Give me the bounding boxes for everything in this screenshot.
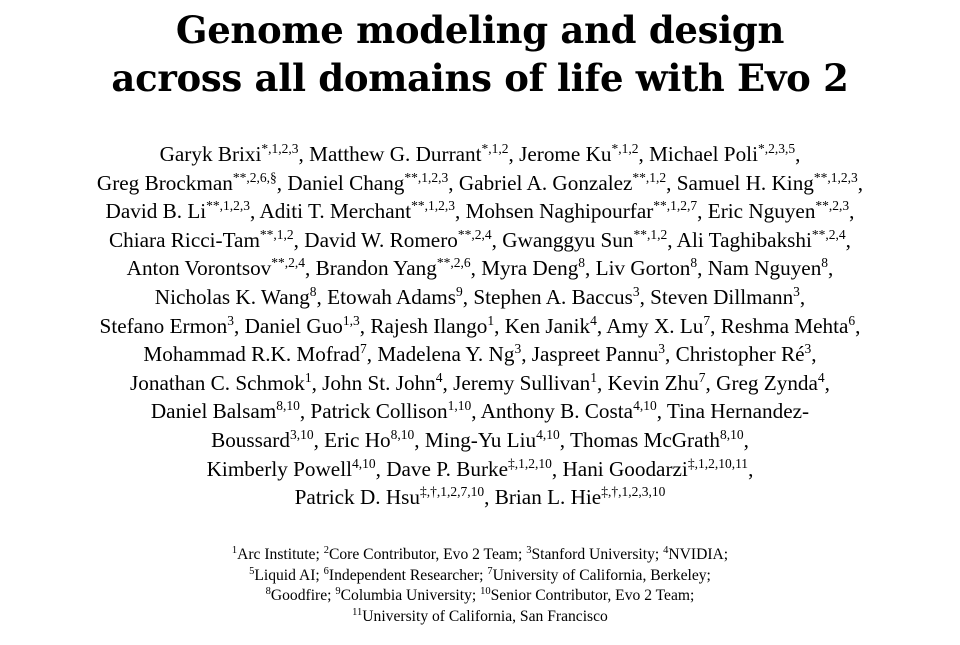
author-affiliation-marks: **,2,4 — [271, 255, 306, 271]
affiliation-entry — [249, 567, 324, 584]
author-entry — [473, 285, 650, 309]
author-line — [0, 312, 960, 341]
affiliation-entry — [526, 546, 663, 563]
author-line — [0, 226, 960, 255]
author-line — [0, 483, 960, 512]
author-separator: , — [484, 485, 495, 510]
author-name: Greg Brockman — [96, 170, 233, 195]
affiliation-entry — [663, 546, 728, 563]
author-entry — [106, 199, 260, 223]
author-name: Chiara Ricci-Tam — [109, 227, 260, 252]
author-entry — [370, 314, 504, 338]
author-affiliation-marks: 8,10 — [390, 426, 415, 442]
affiliation-list — [0, 545, 960, 627]
author-name: Reshma Mehta — [720, 313, 849, 338]
author-affiliation-marks: 8 — [821, 255, 829, 271]
author-name: Kevin Zhu — [607, 370, 699, 395]
author-name: Patrick D. Hsu — [294, 485, 420, 510]
affiliation-name: Independent Researcher; — [328, 566, 488, 584]
affiliation-entry — [266, 587, 336, 604]
author-entry — [677, 171, 863, 195]
author-entry — [676, 342, 817, 366]
affiliation-number: 1 — [231, 545, 238, 556]
author-line — [0, 283, 960, 312]
author-separator: , — [298, 142, 310, 166]
affiliation-name: Goodfire; — [270, 587, 336, 604]
author-affiliation-marks: **,2,6,§ — [232, 169, 277, 185]
author-entry — [322, 371, 453, 395]
author-entry — [532, 342, 676, 366]
affiliation-entry — [232, 546, 324, 563]
affiliation-number: 8 — [265, 586, 271, 597]
author-affiliation-marks: 3 — [514, 341, 522, 357]
author-name: Brandon Yang — [315, 256, 437, 281]
author-entry — [519, 142, 649, 166]
author-line — [0, 140, 960, 169]
author-entry — [466, 199, 708, 223]
paper-title-line: across all domains of life with Evo 2 — [111, 56, 849, 100]
affiliation-number: 3 — [526, 545, 532, 556]
author-entry — [207, 457, 387, 481]
author-entry — [721, 314, 861, 338]
author-affiliation-marks: 4,10 — [633, 398, 657, 414]
affiliation-number: 11 — [352, 606, 363, 618]
author-separator: , — [559, 427, 570, 452]
author-separator: , — [656, 399, 667, 424]
author-separator: , — [448, 170, 459, 195]
author-separator: , — [639, 284, 651, 309]
author-entry — [716, 371, 830, 395]
affiliation-name: Stanford University; — [531, 546, 664, 563]
author-name: Dave P. Burke — [386, 456, 509, 481]
author-entry — [155, 285, 327, 309]
author-separator: , — [293, 227, 305, 252]
author-affiliation-marks: **,1,2 — [633, 226, 668, 242]
author-separator: , — [359, 313, 371, 338]
author-name: Samuel H. King — [676, 170, 814, 195]
author-name: Gabriel A. Gonzalez — [458, 170, 633, 195]
author-entry — [109, 228, 304, 252]
author-separator: , — [375, 456, 387, 481]
affiliation-name: University of California, Berkeley; — [492, 566, 711, 584]
affiliation-line — [0, 586, 960, 607]
author-name: Gwanggyu Sun — [502, 227, 634, 252]
author-separator: , — [313, 427, 325, 452]
author-affiliation-marks: **,2,3 — [815, 198, 850, 214]
author-entry — [596, 256, 708, 280]
author-separator: , — [508, 142, 520, 166]
author-affiliation-marks: 8,10 — [276, 398, 300, 414]
author-affiliation-marks: 3 — [227, 312, 234, 328]
affiliation-number: 6 — [323, 565, 329, 577]
author-affiliation-marks: **,1,2,3 — [404, 169, 449, 185]
author-affiliation-marks: **,2,4 — [811, 226, 846, 242]
author-separator: , — [849, 199, 855, 224]
author-separator: , — [305, 256, 316, 281]
author-affiliation-marks: **,1,2,3 — [411, 198, 455, 214]
author-separator: , — [454, 199, 466, 224]
author-affiliation-marks: 3 — [658, 341, 666, 357]
author-affiliation-marks: 3,10 — [289, 426, 314, 442]
author-affiliation-marks: *,2,3,5 — [757, 141, 796, 156]
author-name: Daniel Chang — [287, 170, 405, 195]
author-entry — [324, 428, 425, 452]
author-affiliation-marks: *,1,2 — [481, 141, 509, 156]
author-separator: , — [276, 170, 288, 195]
author-affiliation-marks: 1,3 — [342, 312, 360, 328]
affiliation-name: Core Contributor, Evo 2 Team; — [328, 546, 527, 563]
affiliation-entry — [335, 587, 480, 604]
author-affiliation-marks: 1 — [487, 312, 495, 328]
affiliation-name: University of California, San Francisco — [362, 607, 608, 625]
author-entry — [309, 142, 519, 166]
author-affiliation-marks: 4 — [817, 369, 825, 385]
author-separator: , — [795, 142, 801, 166]
author-entry — [316, 256, 482, 280]
author-separator: , — [824, 370, 830, 395]
author-name: Myra Deng — [481, 256, 579, 281]
author-affiliation-marks: **,1,2 — [632, 169, 667, 185]
affiliation-number: 4 — [663, 545, 669, 556]
author-name: Stefano Ermon — [99, 313, 228, 338]
author-separator: , — [710, 313, 721, 338]
author-name: Jaspreet Pannu — [531, 342, 659, 367]
author-separator: , — [494, 313, 505, 338]
author-name: Brian L. Hie — [494, 485, 602, 510]
author-entry — [377, 342, 531, 366]
author-name: Matthew G. Durrant — [309, 142, 482, 166]
author-affiliation-marks: **,1,2,3 — [206, 198, 251, 214]
author-name: Mohsen Naghipourfar — [465, 199, 654, 224]
author-separator: , — [845, 227, 851, 252]
author-affiliation-marks: 1 — [590, 369, 597, 385]
author-line — [0, 426, 960, 455]
author-entry — [127, 256, 316, 280]
author-name: Patrick Collison — [310, 399, 448, 424]
author-name: Aditi T. Merchant — [259, 199, 412, 224]
author-affiliation-marks: 3 — [632, 283, 640, 299]
author-name: Anton Vorontsov — [126, 256, 272, 281]
author-separator: , — [491, 227, 503, 252]
author-affiliation-marks: 7 — [359, 341, 367, 357]
author-name: Ken Janik — [504, 313, 591, 338]
affiliation-number: 9 — [335, 586, 341, 597]
author-separator: , — [521, 342, 532, 367]
author-line — [0, 455, 960, 484]
author-affiliation-marks: 8 — [309, 283, 317, 299]
author-name: Boussard — [211, 427, 290, 452]
affiliation-name: NVIDIA; — [668, 546, 729, 563]
affiliation-line — [0, 607, 960, 628]
author-entry — [650, 285, 805, 309]
affiliation-name: Liquid AI; — [254, 566, 324, 584]
author-name: Thomas McGrath — [569, 427, 720, 452]
author-separator: , — [828, 256, 834, 281]
author-entry — [570, 428, 749, 452]
author-entry — [295, 485, 495, 509]
author-entry — [677, 228, 851, 252]
author-line — [0, 397, 960, 426]
author-separator: , — [666, 170, 677, 195]
author-separator: , — [855, 313, 861, 338]
author-name: Liv Gorton — [595, 256, 691, 281]
author-separator: , — [585, 256, 596, 281]
author-affiliation-marks: **,2,4 — [457, 226, 492, 242]
author-name: Daniel Guo — [244, 313, 343, 338]
author-affiliation-marks: ‡,1,2,10,11 — [687, 455, 749, 471]
author-affiliation-marks: ‡,†,1,2,7,10 — [420, 484, 485, 500]
author-affiliation-marks: **,2,6 — [436, 255, 471, 271]
author-entry — [130, 371, 322, 395]
author-name: Garyk Brixi — [159, 142, 262, 166]
author-separator: , — [366, 342, 378, 367]
author-affiliation-marks: ‡,1,2,10 — [508, 455, 552, 471]
author-entry — [562, 457, 753, 481]
author-affiliation-marks: ‡,†,1,2,3,10 — [601, 484, 666, 500]
author-affiliation-marks: **,1,2,7 — [653, 198, 698, 214]
author-entry — [495, 485, 666, 509]
affiliation-entry — [487, 567, 711, 584]
author-affiliation-marks: 4 — [590, 312, 597, 328]
author-affiliation-marks: 3 — [793, 283, 800, 299]
author-affiliation-marks: 8 — [578, 255, 586, 271]
author-name: John St. John — [322, 370, 436, 395]
author-name: Steven Dillmann — [650, 284, 794, 309]
author-name: Christopher Ré — [675, 342, 805, 367]
author-entry — [151, 399, 311, 423]
author-entry — [100, 314, 245, 338]
affiliation-name: Arc Institute; — [237, 546, 324, 563]
author-entry — [606, 314, 720, 338]
author-separator: , — [233, 313, 245, 338]
author-name: David W. Romero — [304, 227, 458, 252]
author-name: Ming-Yu Liu — [424, 427, 537, 452]
author-entry — [481, 256, 595, 280]
author-entry — [310, 399, 480, 423]
author-line — [0, 169, 960, 198]
affiliation-number: 2 — [323, 545, 329, 556]
author-affiliation-marks: 9 — [456, 283, 463, 299]
author-name: Nicholas K. Wang — [154, 284, 310, 309]
affiliation-name: Columbia University; — [340, 587, 481, 604]
author-affiliation-marks: 1,10 — [447, 398, 472, 414]
affiliation-line — [0, 545, 960, 566]
author-separator: , — [316, 284, 328, 309]
author-separator: , — [442, 370, 454, 395]
author-affiliation-marks: 4,10 — [536, 426, 560, 442]
author-name: Mohammad R.K. Mofrad — [143, 342, 360, 367]
author-name: Madelena Y. Ng — [377, 342, 515, 367]
affiliation-number: 5 — [249, 565, 255, 577]
author-line — [0, 197, 960, 226]
author-separator: , — [799, 284, 806, 309]
author-name: Jeremy Sullivan — [453, 370, 591, 395]
author-affiliation-marks: 4,10 — [351, 455, 376, 471]
author-list — [0, 140, 960, 512]
author-affiliation-marks: 7 — [698, 369, 706, 385]
author-entry — [425, 428, 570, 452]
author-separator: , — [299, 399, 311, 424]
author-name: Amy X. Lu — [606, 313, 704, 338]
author-affiliation-marks: **,1,2,3 — [813, 169, 858, 185]
author-separator: , — [705, 370, 717, 395]
author-entry — [481, 399, 667, 423]
author-name: Jonathan C. Schmok — [130, 370, 305, 395]
author-affiliation-marks: 8 — [690, 255, 698, 271]
author-separator: , — [596, 370, 608, 395]
author-name: Greg Zynda — [716, 370, 818, 395]
author-line — [0, 254, 960, 283]
author-entry — [649, 142, 800, 166]
author-entry — [708, 199, 855, 223]
author-entry — [259, 199, 465, 223]
author-affiliation-marks: *,1,2,3 — [261, 141, 299, 156]
author-entry — [502, 228, 676, 252]
author-separator: , — [596, 313, 607, 338]
author-entry — [160, 142, 310, 166]
author-entry — [386, 457, 562, 481]
author-entry — [505, 314, 607, 338]
author-name: Stephen A. Baccus — [473, 284, 633, 309]
author-entry — [327, 285, 473, 309]
affiliation-line — [0, 566, 960, 587]
author-entry — [453, 371, 607, 395]
author-name: Tina Hernandez- — [666, 399, 810, 424]
paper-title-line: Genome modeling and design — [175, 8, 785, 52]
author-entry — [708, 256, 834, 280]
affiliation-entry — [324, 546, 526, 563]
author-separator: , — [471, 399, 481, 424]
author-line — [0, 340, 960, 369]
affiliation-entry — [352, 608, 608, 625]
author-separator: , — [414, 427, 425, 452]
author-name: Michael Poli — [649, 142, 758, 166]
author-name: Ali Taghibakshi — [676, 227, 812, 252]
author-entry — [245, 314, 371, 338]
author-separator: , — [857, 170, 864, 195]
author-affiliation-marks: 4 — [435, 369, 443, 385]
author-separator: , — [811, 342, 817, 367]
author-name: Daniel Balsam — [150, 399, 277, 424]
author-separator: , — [697, 256, 708, 281]
author-entry — [608, 371, 717, 395]
paper-title — [0, 6, 960, 102]
author-affiliation-marks: *,1,2 — [611, 141, 639, 156]
author-separator: , — [667, 227, 677, 252]
author-separator: , — [551, 456, 563, 481]
affiliation-name: Senior Contributor, Evo 2 Team; — [490, 587, 695, 604]
author-separator: , — [665, 342, 676, 367]
author-name: Kimberly Powell — [206, 456, 352, 481]
author-entry — [304, 228, 502, 252]
author-entry — [97, 171, 287, 195]
author-separator: , — [462, 284, 474, 309]
author-separator: , — [748, 456, 754, 481]
author-name: Nam Nguyen — [707, 256, 822, 281]
affiliation-entry — [324, 567, 488, 584]
author-affiliation-marks: **,1,2 — [259, 226, 294, 242]
author-affiliation-marks: 8,10 — [720, 426, 744, 442]
affiliation-number: 7 — [487, 565, 493, 577]
author-separator: , — [697, 199, 708, 224]
author-name: Rajesh Ilango — [370, 313, 488, 338]
author-name: Anthony B. Costa — [480, 399, 634, 424]
author-affiliation-marks: 7 — [703, 312, 711, 328]
author-entry — [667, 399, 809, 423]
author-separator: , — [470, 256, 482, 281]
author-entry — [211, 428, 324, 452]
author-entry — [143, 342, 377, 366]
author-line — [0, 369, 960, 398]
author-name: Eric Ho — [324, 427, 391, 452]
author-name: Etowah Adams — [327, 284, 457, 309]
author-name: David B. Li — [105, 199, 207, 224]
author-name: Hani Goodarzi — [562, 456, 688, 481]
author-affiliation-marks: 6 — [848, 312, 856, 328]
affiliation-number: 10 — [480, 586, 491, 597]
author-separator: , — [638, 142, 650, 166]
author-separator: , — [250, 199, 260, 224]
author-separator: , — [311, 370, 323, 395]
author-separator: , — [743, 427, 749, 452]
author-affiliation-marks: 3 — [804, 341, 812, 357]
author-affiliation-marks: 1 — [304, 369, 312, 385]
author-name: Eric Nguyen — [707, 199, 816, 224]
author-name: Jerome Ku — [519, 142, 612, 166]
affiliation-entry — [480, 587, 694, 604]
author-entry — [287, 171, 459, 195]
author-entry — [459, 171, 677, 195]
